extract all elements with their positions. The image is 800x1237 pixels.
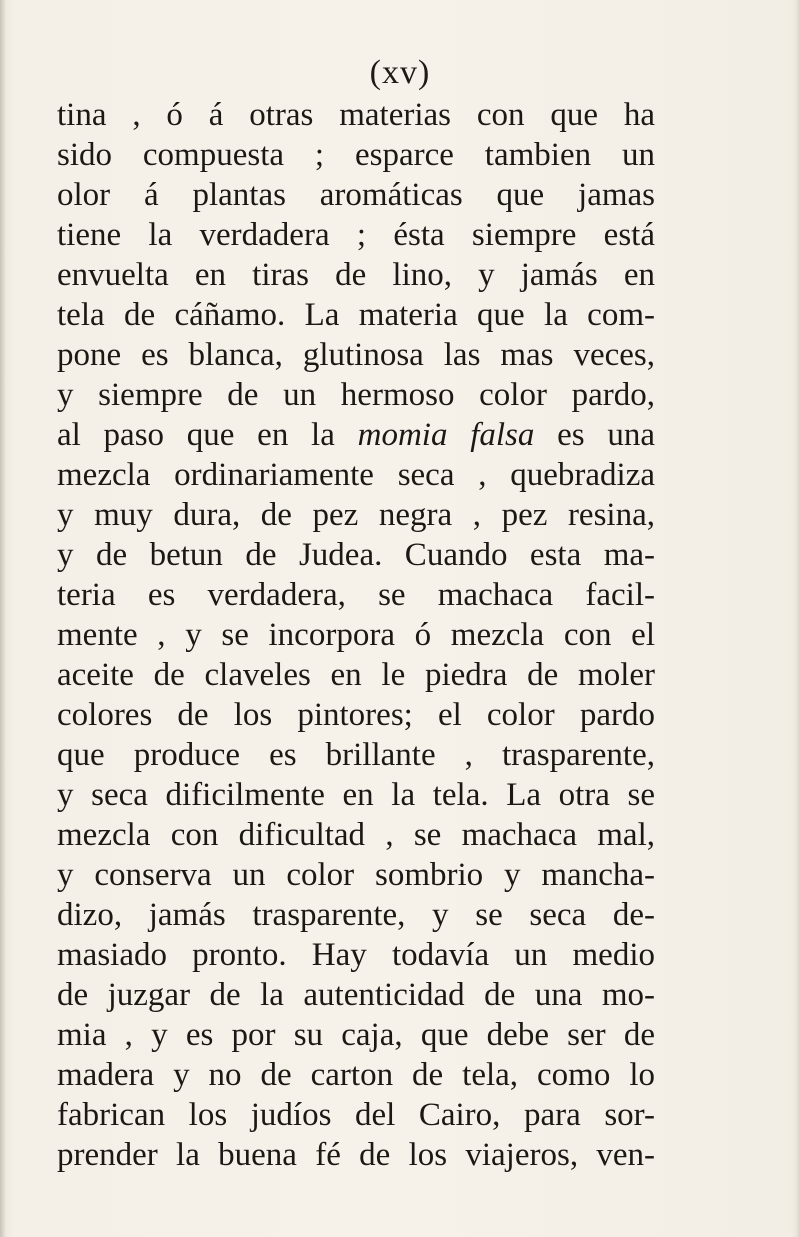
text-line: madera y no de carton de tela, como lo (57, 1057, 655, 1093)
text-line-with-italic (57, 415, 655, 455)
page-number: (xv) (369, 54, 431, 91)
text-line: colores de los pintores; el color pardo (57, 697, 655, 733)
text-line: pone es blanca, glutinosa las mas veces, (57, 337, 655, 373)
text-fragment: al paso que en la (57, 417, 335, 453)
text-line: prender la buena fé de los viajeros, ven- (57, 1137, 655, 1173)
text-line: olor á plantas aromáticas que jamas (57, 177, 655, 213)
text-line: de juzgar de la autenticidad de una mo- (57, 977, 655, 1013)
text-line: envuelta en tiras de lino, y jamás en (57, 257, 655, 293)
text-line: y conserva un color sombrio y mancha- (57, 857, 655, 893)
text-line: que produce es brillante , trasparente, (57, 737, 655, 773)
text-line: fabrican los judíos del Cairo, para sor- (57, 1097, 655, 1133)
text-fragment: es una (557, 417, 656, 453)
page-left-shadow (0, 0, 6, 1237)
text-line: mia , y es por su caja, que debe ser de (57, 1017, 655, 1053)
text-line: tina , ó á otras materias con que ha (57, 97, 655, 133)
text-line: y muy dura, de pez negra , pez resina, (57, 497, 655, 533)
italic-phrase: momia falsa (357, 417, 535, 453)
text-line: y seca dificilmente en la tela. La otra se (57, 777, 655, 813)
text-line: tiene la verdadera ; ésta siempre está (57, 217, 655, 253)
text-line: dizo, jamás trasparente, y se seca de- (57, 897, 655, 933)
text-line: sido compuesta ; esparce tambien un (57, 137, 655, 173)
text-line: mezcla ordinariamente seca , quebradiza (57, 457, 655, 493)
text-line: aceite de claveles en le piedra de moler (57, 657, 655, 693)
text-line: mezcla con dificultad , se machaca mal, (57, 817, 655, 853)
text-line: masiado pronto. Hay todavía un medio (57, 937, 655, 973)
body-text (57, 95, 655, 1175)
page-right-edge (796, 0, 800, 1237)
text-line: tela de cáñamo. La materia que la com- (57, 297, 655, 333)
text-line: teria es verdadera, se machaca facil- (57, 577, 655, 613)
text-line: mente , y se incorpora ó mezcla con el (57, 617, 655, 653)
text-line: y siempre de un hermoso color pardo, (57, 377, 655, 413)
text-line: y de betun de Judea. Cuando esta ma- (57, 537, 655, 573)
